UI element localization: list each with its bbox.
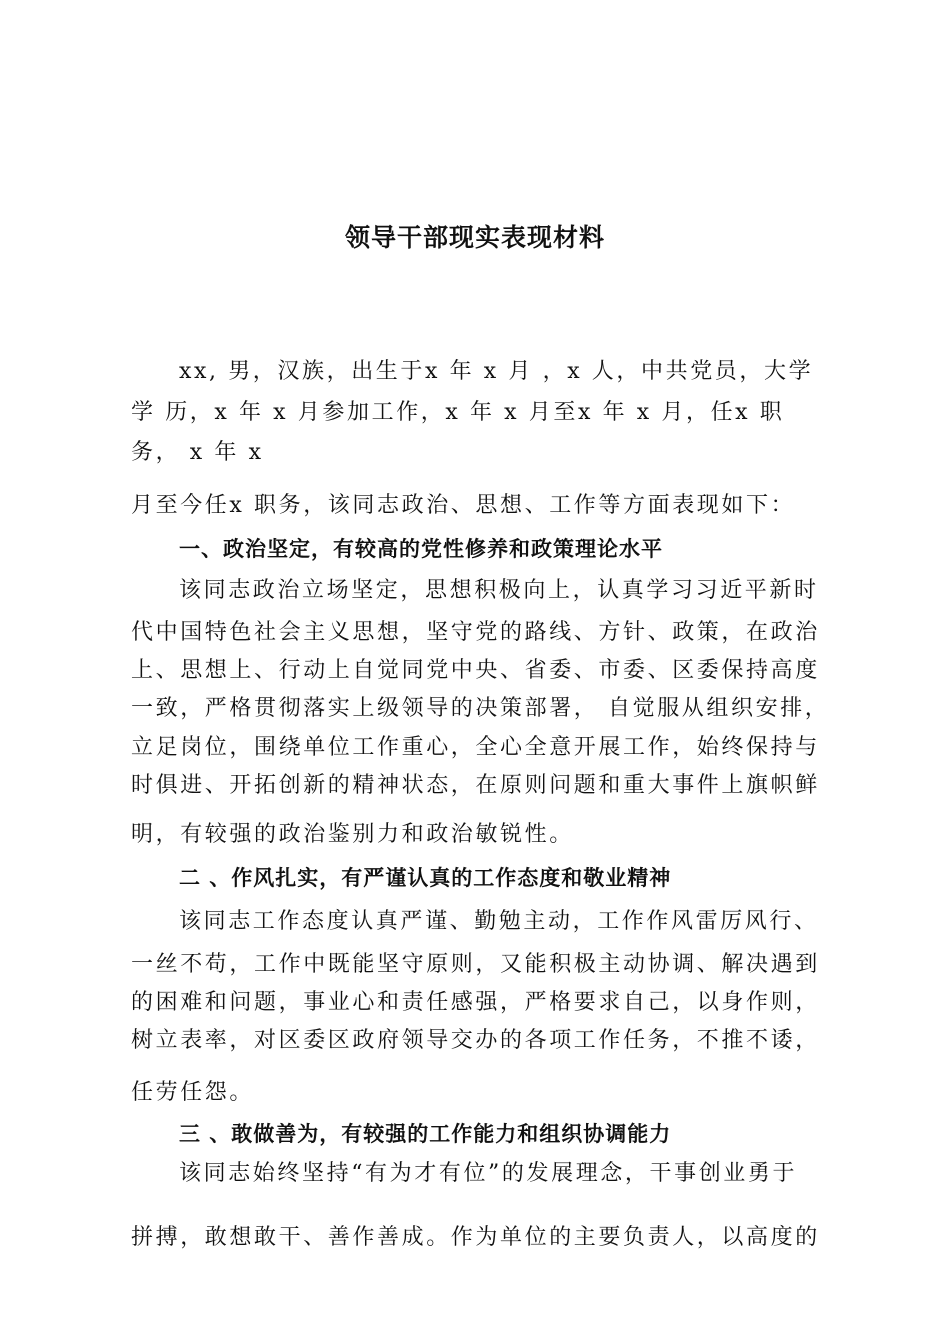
section-2-line: 的困难和问题，事业心和责任感强，严格要求自己，以身作则，: [131, 990, 820, 1015]
section-1-line: 明，有较强的政治鉴别力和政治敏锐性。: [131, 822, 574, 847]
intro-line-2: 学 历，x 年 x 月参加工作，x 年 x 月至x 年 x 月，任x 职: [131, 400, 785, 425]
section-1-line: 代中国特色社会主义思想，坚守党的路线、方针、政策，在政治: [131, 620, 820, 645]
section-3-line: 拼搏，敢想敢干、善作善成。作为单位的主要负责人，以高度的: [131, 1225, 820, 1250]
section-1-line: 立足岗位，围绕单位工作重心，全心全意开展工作，始终保持与: [131, 735, 820, 760]
section-2-line: 该同志工作态度认真严谨、勤勉主动，工作作风雷厉风行、: [179, 909, 819, 934]
intro-line-3: 务， x 年 x: [131, 440, 264, 465]
section-1-heading: 一、政治坚定，有较高的党性修养和政策理论水平: [179, 537, 663, 561]
section-3-line: 该同志始终坚持“有为才有位”的发展理念，干事创业勇于: [179, 1161, 798, 1186]
section-2-line: 树立表率，对区委区政府领导交办的各项工作任务，不推不诿，: [131, 1028, 820, 1053]
section-2-heading: 二 、作风扎实，有严谨认真的工作态度和敬业精神: [179, 866, 672, 890]
document-title: 领导干部现实表现材料: [344, 223, 605, 252]
section-3-heading: 三 、敢做善为，有较强的工作能力和组织协调能力: [179, 1122, 672, 1146]
section-2-line: 一丝不苟，工作中既能坚守原则，又能积极主动协调、解决遇到: [131, 952, 820, 977]
section-1-line: 一致，严格贯彻落实上级领导的决策部署， 自觉服从组织安排，: [131, 696, 830, 721]
intro-line-1: xx, 男，汉族，出生于x 年 x 月 ，x 人，中共党员，大学: [179, 359, 814, 384]
section-1-line: 上、思想上、行动上自觉同党中央、省委、市委、区委保持高度: [131, 658, 820, 683]
section-1-line: 该同志政治立场坚定，思想积极向上，认真学习习近平新时: [179, 578, 819, 603]
section-1-line: 时俱进、开拓创新的精神状态，在原则问题和重大事件上旗帜鲜: [131, 773, 820, 798]
intro-line-4: 月至今任x 职务，该同志政治、思想、工作等方面表现如下：: [131, 493, 796, 518]
section-2-line: 任劳任怨。: [131, 1080, 255, 1105]
